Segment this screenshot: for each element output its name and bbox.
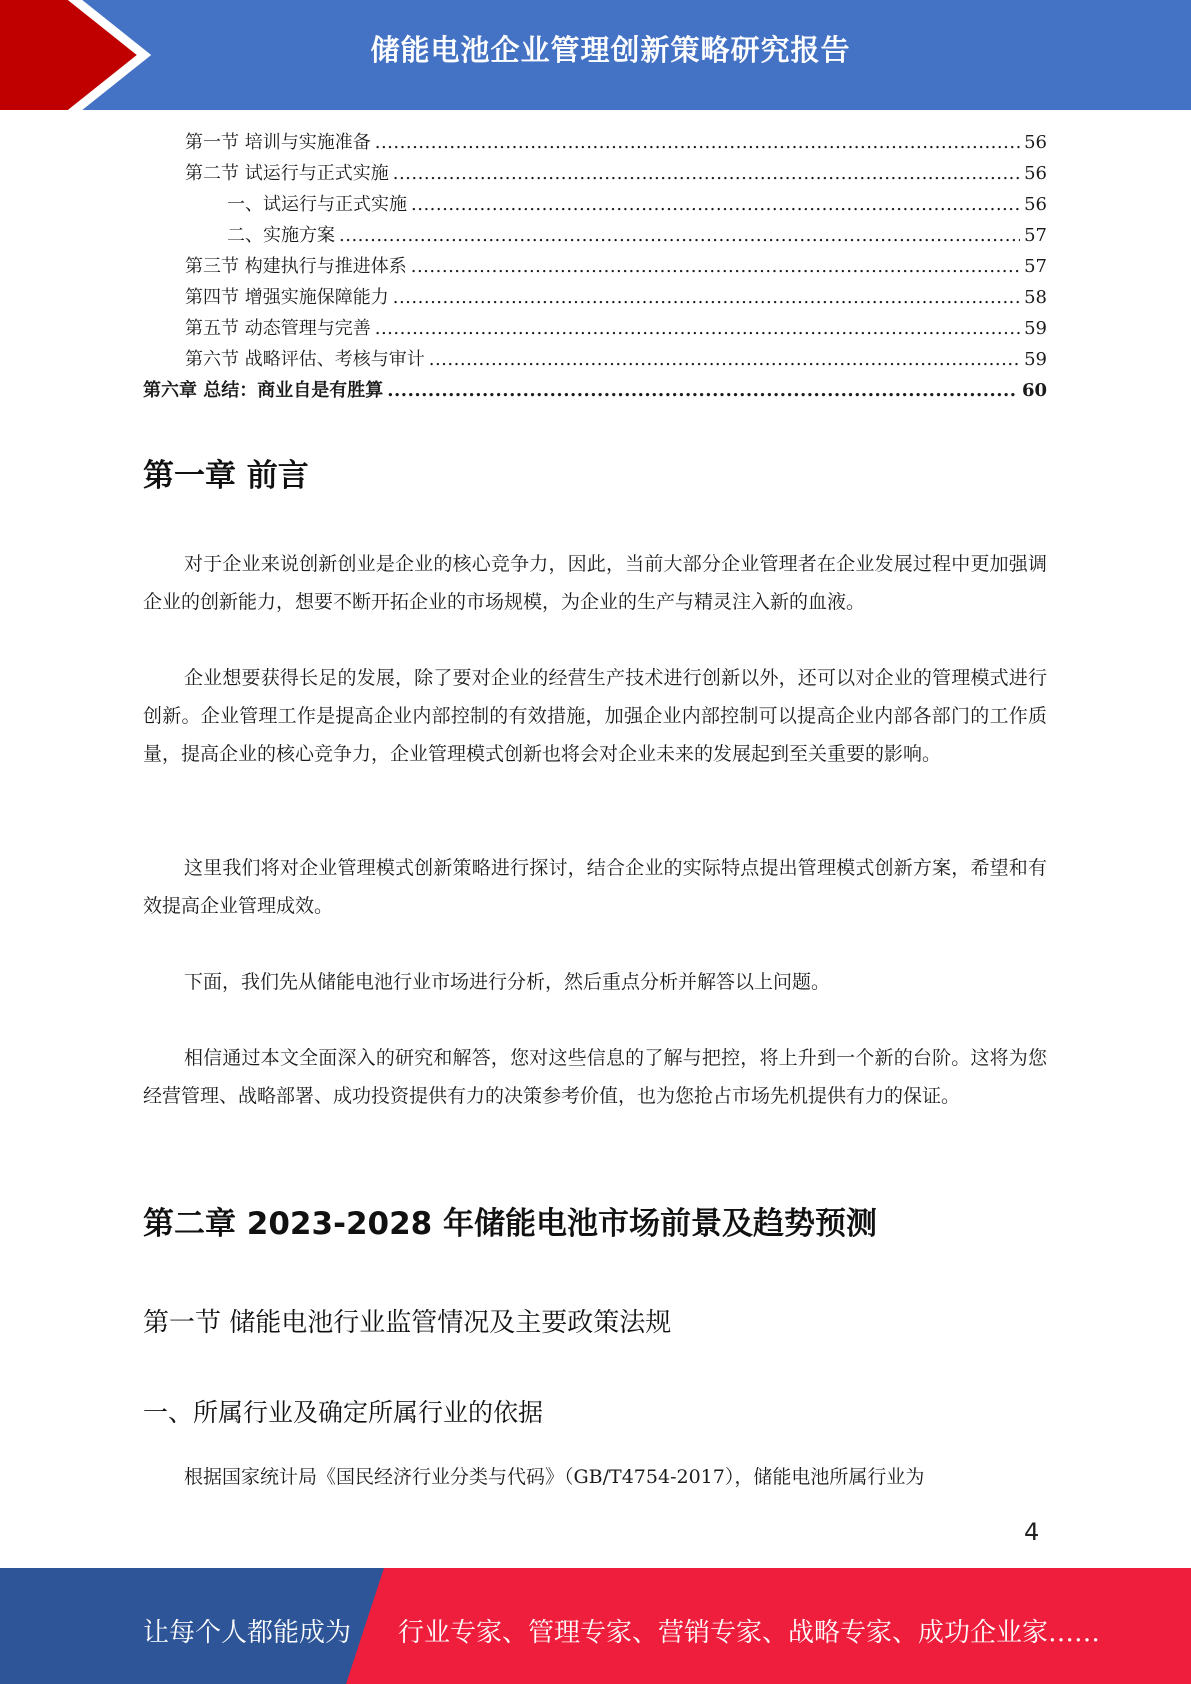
toc-entry[interactable] [143, 252, 1047, 283]
page-footer [0, 1568, 1191, 1684]
chapter-heading: 第二章 2023-2028 年储能电池市场前景及趋势预测 [143, 1206, 878, 1242]
toc-entry-page: 60 [1021, 380, 1047, 401]
toc-entry-page: 58 [1024, 287, 1047, 308]
toc-entry-chapter[interactable] [143, 376, 1047, 407]
toc-entry-label: 第五节 动态管理与完善 [185, 318, 371, 339]
body-paragraph: 相信通过本文全面深入的研究和解答，您对这些信息的了解与把控，将上升到一个新的台阶。这将为您经营管理、战略部署、成功投资提供有力的决策参考价值，也为您抢占市场先机提供有力的保证。 [143, 1047, 1047, 1107]
toc-leader-dots [387, 380, 1018, 401]
report-title: 储能电池企业管理创新策略研究报告 [370, 33, 851, 67]
toc-entry[interactable] [143, 283, 1047, 314]
toc-entry-page: 56 [1024, 132, 1047, 153]
toc-entry-label: 第四节 增强实施保障能力 [185, 287, 389, 308]
toc-entry-page: 59 [1024, 318, 1047, 339]
toc-leader-dots [429, 349, 1020, 370]
toc-entry-page: 59 [1024, 349, 1047, 370]
body-paragraph: 对于企业来说创新创业是企业的核心竞争力，因此，当前大部分企业管理者在企业发展过程中更加强调企业的创新能力，想要不断开拓企业的市场规模，为企业的生产与精灵注入新的血液。 [143, 553, 1047, 613]
table-of-contents [143, 128, 1047, 407]
toc-leader-dots [375, 318, 1020, 339]
footer-slogan-left: 让每个人都能成为 [143, 1618, 352, 1648]
body-paragraph: 这里我们将对企业管理模式创新策略进行探讨，结合企业的实际特点提出管理模式创新方案，希望和有效提高企业管理成效。 [143, 857, 1047, 917]
footer-slogan-right: 行业专家、管理专家、营销专家、战略专家、成功企业家…… [398, 1618, 1101, 1648]
toc-entry[interactable] [143, 345, 1047, 376]
toc-entry-label: 第六章 总结：商业自是有胜算 [143, 380, 384, 401]
subsection-heading: 一、所属行业及确定所属行业的依据 [143, 1398, 544, 1427]
toc-leader-dots [393, 163, 1020, 184]
toc-entry-page: 56 [1024, 194, 1047, 215]
body-paragraph: 企业想要获得长足的发展，除了要对企业的经营生产技术进行创新以外，还可以对企业的管理模式进行创新。企业管理工作是提高企业内部控制的有效措施，加强企业内部控制可以提高企业内部各部门的工作质量，提高企业的核心竞争力，企业管理模式创新也将会对企业未来的发展起到至关重要的影响。 [143, 667, 1047, 765]
page-header [0, 0, 1191, 110]
toc-entry-page: 56 [1024, 163, 1047, 184]
toc-entry-label: 第二节 试运行与正式实施 [185, 163, 389, 184]
toc-entry-page: 57 [1024, 256, 1047, 277]
toc-entry-label: 第三节 构建执行与推进体系 [185, 256, 407, 277]
body-paragraph: 下面，我们先从储能电池行业市场进行分析，然后重点分析并解答以上问题。 [184, 971, 831, 993]
toc-leader-dots [393, 287, 1020, 308]
toc-entry-label: 二、实施方案 [227, 225, 335, 246]
toc-entry[interactable] [143, 221, 1047, 252]
toc-entry-page: 57 [1024, 225, 1047, 246]
toc-entry[interactable] [143, 128, 1047, 159]
toc-entry[interactable] [143, 314, 1047, 345]
toc-entry-label: 一、试运行与正式实施 [227, 194, 407, 215]
page-number: 4 [1024, 1518, 1040, 1546]
toc-leader-dots [411, 194, 1020, 215]
toc-entry[interactable] [143, 159, 1047, 190]
toc-entry[interactable] [143, 190, 1047, 221]
toc-entry-label: 第六节 战略评估、考核与审计 [185, 349, 425, 370]
toc-leader-dots [411, 256, 1020, 277]
toc-leader-dots [375, 132, 1020, 153]
toc-entry-label: 第一节 培训与实施准备 [185, 132, 371, 153]
section-heading: 第一节 储能电池行业监管情况及主要政策法规 [143, 1308, 672, 1338]
chapter-heading: 第一章 前言 [143, 458, 309, 494]
toc-leader-dots [339, 225, 1020, 246]
body-paragraph: 根据国家统计局《国民经济行业分类与代码》（GB/T4754-2017），储能电池所属行业为 [184, 1466, 925, 1488]
